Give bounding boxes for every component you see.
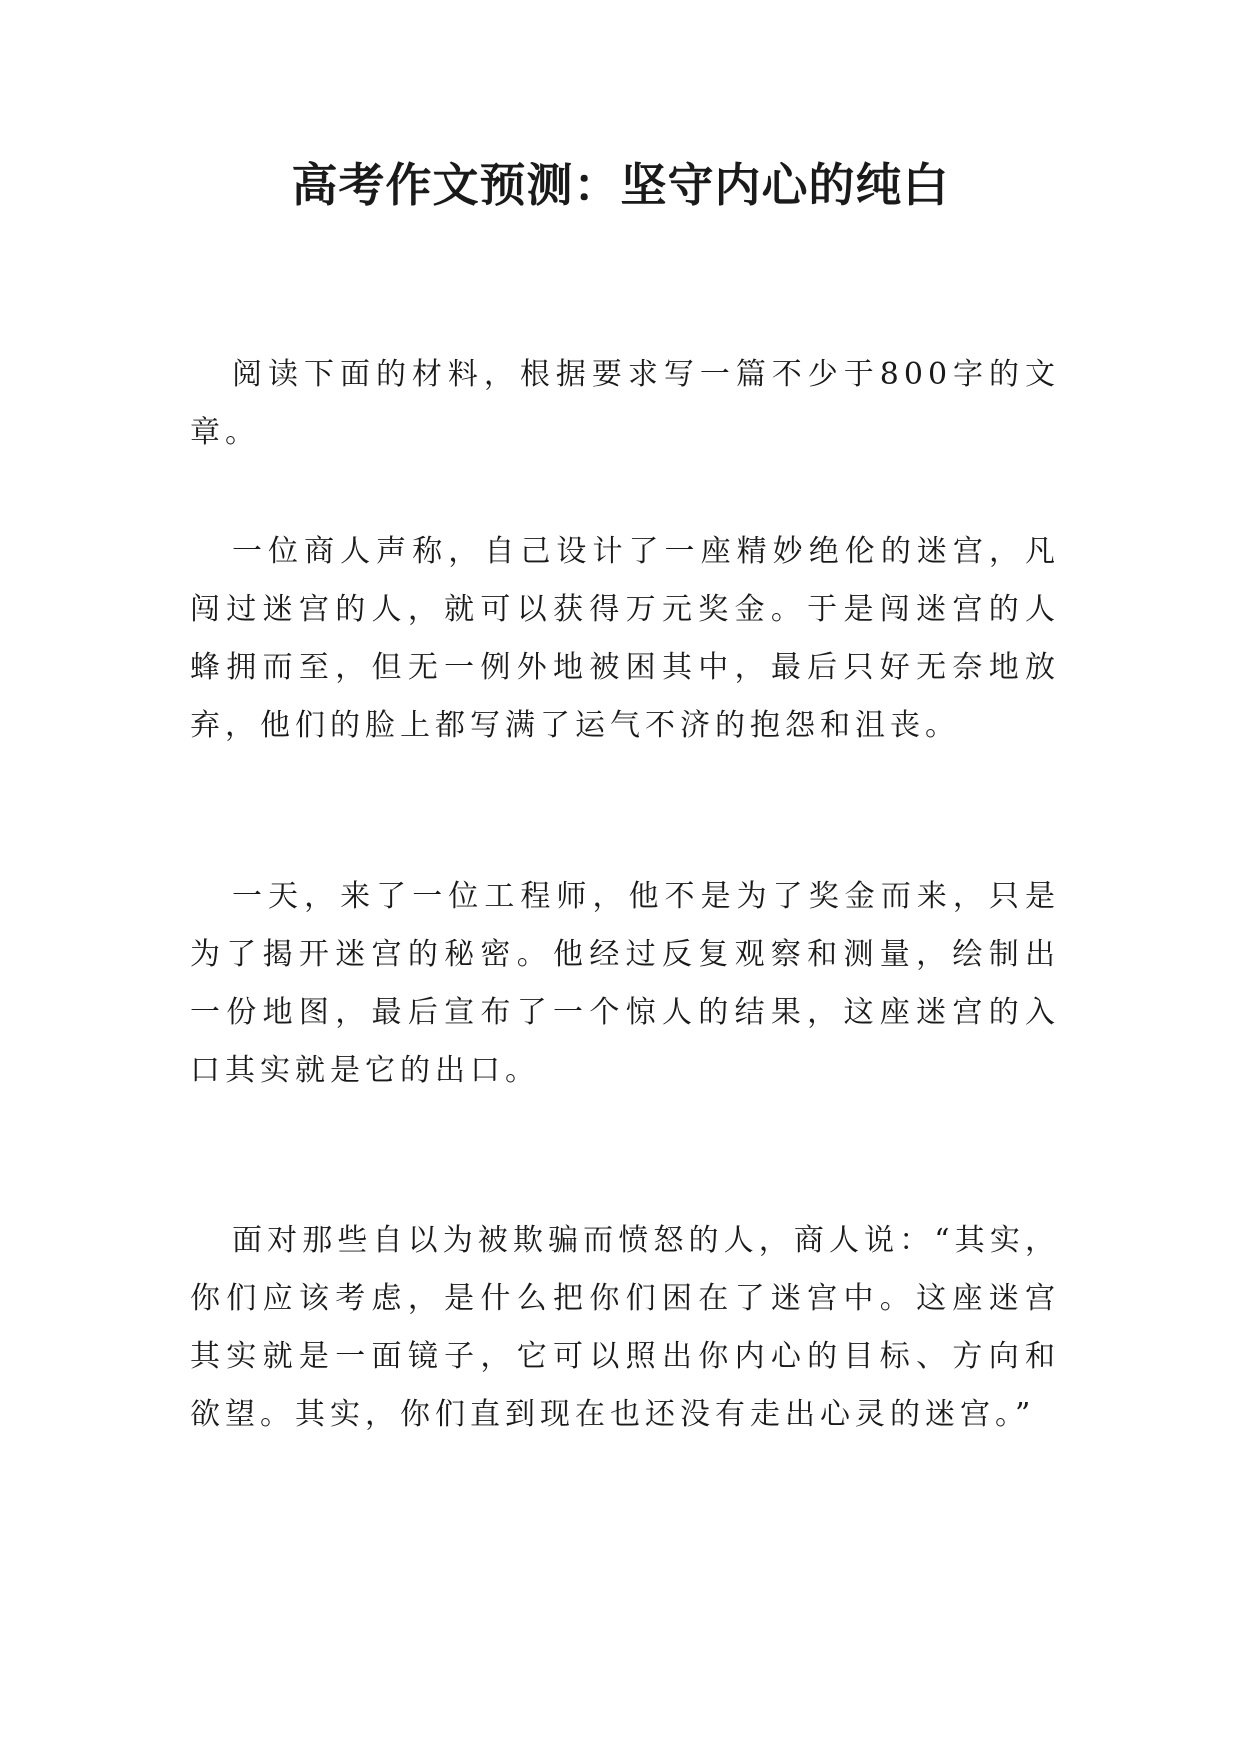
paragraph-merchant-reply: 面对那些自以为被欺骗而愤怒的人，商人说：“其实，你们应该考虑，是什么把你们困在了迷宫中。这座迷宫其实就是一面镜子，它可以照出你内心的目标、方向和欲望。其实，你们直到现在也还没有走出心灵的迷宫。” bbox=[190, 1223, 1060, 1432]
paragraph-engineer: 一天，来了一位工程师，他不是为了奖金而来，只是为了揭开迷宫的秘密。他经过反复观察和测量，绘制出一份地图，最后宣布了一个惊人的结果，这座迷宫的入口其实就是它的出口。 bbox=[190, 879, 1060, 1088]
document-title: 高考作文预测：坚守内心的纯白 bbox=[291, 158, 950, 212]
paragraph-prompt: 阅读下面的材料，根据要求写一篇不少于800字的文章。 bbox=[190, 357, 1060, 450]
paragraph-merchant-maze: 一位商人声称，自己设计了一座精妙绝伦的迷宫，凡闯过迷宫的人，就可以获得万元奖金。于是闯迷宫的人蜂拥而至，但无一例外地被困其中，最后只好无奈地放弃，他们的脸上都写满了运气不济的抱怨和沮丧。 bbox=[190, 534, 1060, 743]
